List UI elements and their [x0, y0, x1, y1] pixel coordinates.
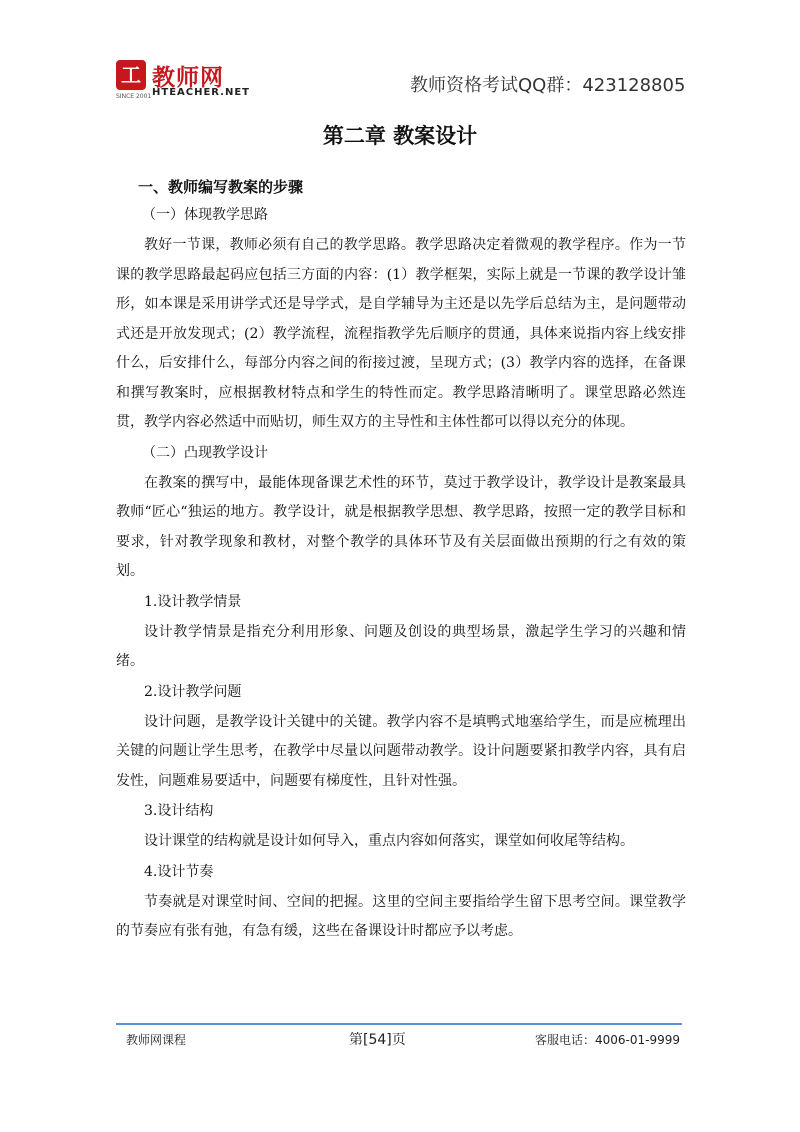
item-heading-1: 1.设计教学情景: [144, 593, 242, 610]
logo-since: SINCE 2001: [116, 93, 152, 100]
item-text-2: 设计问题，是教学设计关键中的关键。教学内容不是填鸭式地塞给学生，而是应梳理出关键的问题让学生思考，在教学中尽量以问题带动教学。设计问题要紧扣教学内容，具有启发性，问题难易要适中，问题要有梯度性，且针对性强。: [116, 713, 686, 789]
item-text-1: 设计教学情景是指充分利用形象、问题及创设的典型场景，激起学生学习的兴趣和情绪。: [116, 623, 686, 669]
document-body: [116, 174, 686, 947]
item-text-3: 设计课堂的结构就是设计如何导入，重点内容如何落实，课堂如何收尾等结构。: [144, 833, 634, 849]
subsection-heading-2: （二）凸现教学设计: [142, 444, 268, 461]
paragraph-teaching-ideas: 教好一节课，教师必须有自己的教学思路。教学思路决定着微观的教学程序。作为一节课的教学思路最起码应包括三方面的内容：(1）教学框架，实际上就是一节课的教学设计雏形，如本课是采用讲学式还是导学式，是自学辅导为主还是以先学后总结为主，是问题带动式还是开放发现式；(2）教学流程，流程指教学先后顺序的贯通，具体来说指内容上线安排什么，后安排什么，每部分内容之间的衔接过渡，呈现方式；(3）教学内容的选择，在备课和撰写教案时，应根据教材特点和学生的特性而定。教学思路清晰明了。课堂思路必然连贯，教学内容必然适中而贴切，师生双方的主导性和主体性都可以得以充分的体现。: [116, 237, 686, 430]
logo-url: HTEACHER.NET: [152, 87, 251, 98]
logo-mark-icon: 工: [116, 60, 146, 90]
logo-name: 教师网: [152, 65, 224, 91]
page-number: 第[54]页: [349, 1032, 406, 1048]
paragraph-teaching-design: 在教案的撰写中，最能体现备课艺术性的环节，莫过于教学设计，教学设计是教案最具教师“匠心“独运的地方。教学设计，就是根据教学思想、教学思路，按照一定的教学目标和要求，针对教学现象和教材，对整个教学的具体环节及有关层面做出预期的行之有效的策划。: [116, 474, 686, 579]
footer-divider: [116, 1023, 682, 1025]
item-heading-4: 4.设计节奏: [144, 863, 214, 880]
qq-group-text: 教师资格考试QQ群：423128805: [410, 75, 686, 96]
teacher-net-logo[interactable]: [116, 60, 251, 100]
page-footer: [116, 1031, 682, 1051]
page-header: [0, 0, 800, 110]
chapter-title: 第二章 教案设计: [322, 124, 478, 148]
footer-course-label: 教师网课程: [126, 1033, 187, 1047]
subsection-heading-1: （一）体现教学思路: [142, 207, 268, 223]
item-heading-3: 3.设计结构: [144, 803, 214, 819]
item-text-4: 节奏就是对课堂时间、空间的把握。这里的空间主要指给学生留下思考空间。课堂教学的节奏应有张有弛，有急有缓，这些在备课设计时都应予以考虑。: [116, 893, 686, 939]
section-heading: 一、教师编写教案的步骤: [138, 178, 304, 196]
item-heading-2: 2.设计教学问题: [144, 683, 242, 700]
customer-service-phone: 客服电话：4006-01-9999: [534, 1033, 680, 1047]
